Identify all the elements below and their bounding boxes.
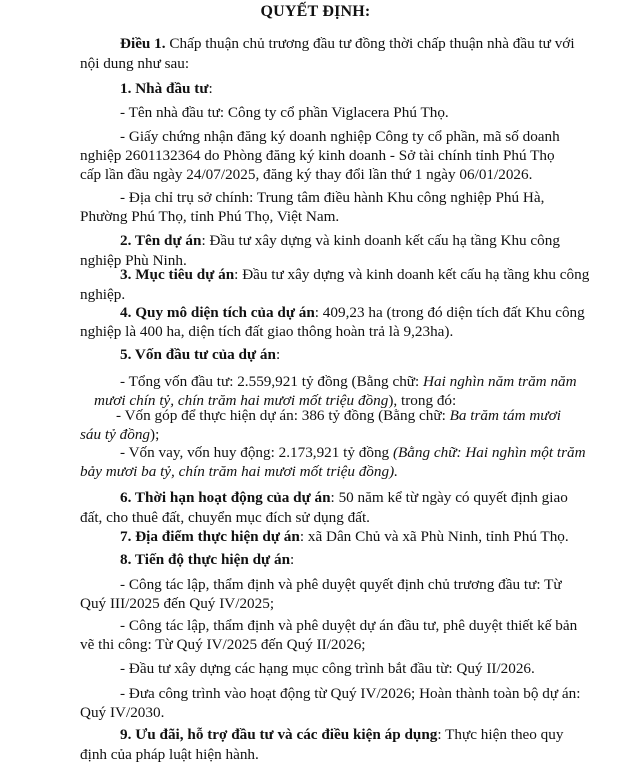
loan-capital-line-1: - Vốn vay, vốn huy động: 2.173,921 tỷ đồng (Bằng chữ: Hai nghìn một trăm bbox=[120, 444, 586, 461]
article-1-line-1: Điều 1. Chấp thuận chủ trương đầu tư đồng thời chấp thuận nhà đầu tư với bbox=[120, 35, 575, 52]
section-4-line-2: nghiệp là 400 ha, diện tích đất giao thông hoàn trả là 9,23ha). bbox=[80, 323, 454, 340]
section-9-line-2: định của pháp luật hiện hành. bbox=[80, 746, 259, 763]
section-3-line-1: 3. Mục tiêu dự án: Đầu tư xây dựng và kinh doanh kết cấu hạ tầng khu công bbox=[120, 266, 590, 283]
page-title: QUYẾT ĐỊNH: bbox=[260, 3, 371, 20]
schedule-d-line-1: - Đưa công trình vào hoạt động từ Quý IV/2026; Hoàn thành toàn bộ dự án: bbox=[120, 685, 581, 702]
schedule-b-line-2: vẽ thi công: Từ Quý IV/2025 đến Quý II/2026; bbox=[80, 636, 366, 653]
head-office-line-2: Phường Phú Thọ, tỉnh Phú Thọ, Việt Nam. bbox=[80, 208, 340, 225]
investor-name: - Tên nhà đầu tư: Công ty cổ phần Viglacera Phú Thọ. bbox=[120, 104, 449, 121]
loan-capital-line-2: bảy mươi ba tỷ, chín trăm hai mươi mốt triệu đồng). bbox=[80, 463, 398, 480]
section-6-line-1: 6. Thời hạn hoạt động của dự án: 50 năm kể từ ngày có quyết định giao bbox=[120, 489, 568, 506]
section-1-heading: 1. Nhà đầu tư: bbox=[120, 80, 213, 97]
total-capital-line-2: mươi chín tỷ, chín trăm hai mươi mốt triệu đồng), trong đó: bbox=[94, 392, 457, 409]
head-office-line-1: - Địa chỉ trụ sở chính: Trung tâm điều hành Khu công nghiệp Phú Hà, bbox=[120, 189, 545, 206]
section-2-line-1: 2. Tên dự án: Đầu tư xây dựng và kinh doanh kết cấu hạ tầng Khu công bbox=[120, 232, 560, 249]
section-7-line: 7. Địa điểm thực hiện dự án: xã Dân Chủ và xã Phù Ninh, tỉnh Phú Thọ. bbox=[120, 528, 569, 545]
section-3-line-2: nghiệp. bbox=[80, 286, 126, 303]
schedule-d-line-2: Quý IV/2030. bbox=[80, 704, 165, 721]
schedule-b-line-1: - Công tác lập, thẩm định và phê duyệt dự án đầu tư, phê duyệt thiết kế bản bbox=[120, 617, 578, 634]
total-capital-line-1: - Tổng vốn đầu tư: 2.559,921 tỷ đồng (Bằng chữ: Hai nghìn năm trăm năm bbox=[120, 373, 577, 390]
business-cert-line-1: - Giấy chứng nhận đăng ký doanh nghiệp Công ty cổ phần, mã số doanh bbox=[120, 128, 560, 145]
section-8-heading: 8. Tiến độ thực hiện dự án: bbox=[120, 551, 295, 568]
article-1-line-2: nội dung như sau: bbox=[80, 55, 190, 72]
business-cert-line-3: cấp lần đầu ngày 24/07/2025, đăng ký thay đổi lần thứ 1 ngày 06/01/2026. bbox=[80, 166, 533, 183]
schedule-c-line-1: - Đầu tư xây dựng các hạng mục công trình bắt đầu từ: Quý II/2026. bbox=[120, 660, 535, 677]
article-1-label: Điều 1. bbox=[120, 35, 166, 52]
section-9-line-1: 9. Ưu đãi, hỗ trợ đầu tư và các điều kiện áp dụng: Thực hiện theo quy bbox=[120, 726, 564, 743]
business-cert-line-2: nghiệp 2601132364 do Phòng đăng ký kinh doanh - Sở tài chính tỉnh Phú Thọ bbox=[80, 147, 555, 164]
schedule-a-line-2: Quý III/2025 đến Quý IV/2025; bbox=[80, 595, 275, 612]
equity-capital-line-1: - Vốn góp để thực hiện dự án: 386 tỷ đồng (Bằng chữ: Ba trăm tám mươi bbox=[116, 407, 561, 424]
section-6-line-2: đất, cho thuê đất, chuyển mục đích sử dụng đất. bbox=[80, 509, 370, 526]
section-2-line-2: nghiệp Phù Ninh. bbox=[80, 252, 187, 269]
schedule-a-line-1: - Công tác lập, thẩm định và phê duyệt quyết định chủ trương đầu tư: Từ bbox=[120, 576, 562, 593]
section-4-line-1: 4. Quy mô diện tích của dự án: 409,23 ha (trong đó diện tích đất Khu công bbox=[120, 304, 585, 321]
section-5-heading: 5. Vốn đầu tư của dự án: bbox=[120, 346, 281, 363]
equity-capital-line-2: sáu tỷ đồng); bbox=[80, 426, 160, 443]
